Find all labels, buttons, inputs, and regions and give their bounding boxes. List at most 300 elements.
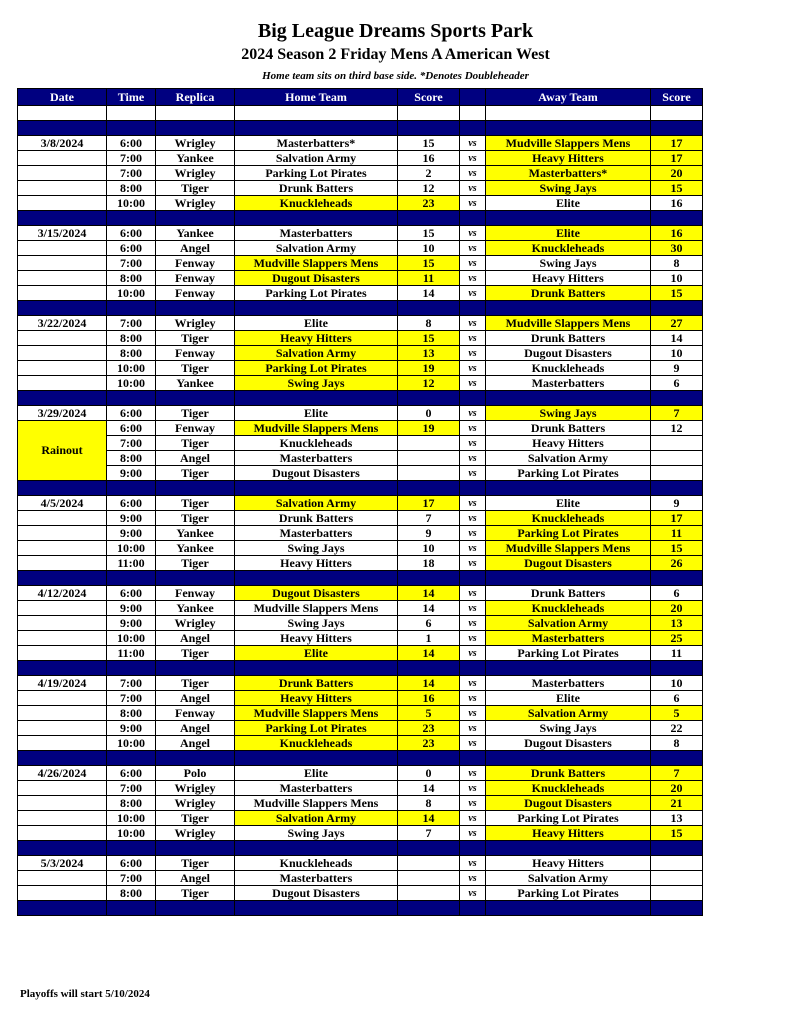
separator-row	[18, 121, 703, 136]
column-header: Away Team	[486, 89, 651, 106]
home-team-cell: Dugout Disasters	[235, 886, 398, 901]
table-row	[18, 766, 703, 781]
replica-cell: Tiger	[156, 361, 235, 376]
away-team-cell: Heavy Hitters	[486, 826, 651, 841]
home-team-cell: Masterbatters	[235, 871, 398, 886]
date-cell	[18, 541, 107, 556]
home-team-cell: Drunk Batters	[235, 181, 398, 196]
table-row	[18, 436, 703, 451]
home-score-cell: 17	[398, 496, 460, 511]
table-row	[18, 316, 703, 331]
separator-cell	[107, 901, 156, 916]
home-score-cell: 16	[398, 151, 460, 166]
separator-cell	[460, 661, 486, 676]
table-row	[18, 331, 703, 346]
separator-cell	[651, 751, 703, 766]
date-cell	[18, 511, 107, 526]
home-score-cell: 1	[398, 631, 460, 646]
separator-cell	[398, 901, 460, 916]
time-cell: 10:00	[107, 811, 156, 826]
separator-cell	[398, 751, 460, 766]
home-team-cell: Salvation Army	[235, 241, 398, 256]
home-team-cell: Swing Jays	[235, 541, 398, 556]
away-team-cell: Elite	[486, 226, 651, 241]
home-team-cell: Parking Lot Pirates	[235, 166, 398, 181]
home-score-cell: 7	[398, 826, 460, 841]
vs-cell: vs	[460, 691, 486, 706]
date-cell	[18, 631, 107, 646]
separator-cell	[235, 571, 398, 586]
replica-cell: Wrigley	[156, 166, 235, 181]
home-score-cell: 15	[398, 256, 460, 271]
replica-cell: Tiger	[156, 856, 235, 871]
away-team-cell: Parking Lot Pirates	[486, 646, 651, 661]
separator-cell	[460, 751, 486, 766]
away-team-cell: Mudville Slappers Mens	[486, 541, 651, 556]
replica-cell: Wrigley	[156, 316, 235, 331]
separator-cell	[156, 901, 235, 916]
table-row	[18, 526, 703, 541]
time-cell: 9:00	[107, 601, 156, 616]
vs-cell: vs	[460, 466, 486, 481]
table-row	[18, 451, 703, 466]
time-cell: 8:00	[107, 796, 156, 811]
away-team-cell: Dugout Disasters	[486, 556, 651, 571]
date-cell: 4/12/2024	[18, 586, 107, 601]
separator-cell	[651, 391, 703, 406]
away-score-cell: 16	[651, 196, 703, 211]
separator-cell	[156, 841, 235, 856]
time-cell: 10:00	[107, 826, 156, 841]
time-cell: 7:00	[107, 436, 156, 451]
table-row	[18, 361, 703, 376]
replica-cell: Fenway	[156, 421, 235, 436]
table-header-row	[18, 89, 703, 106]
separator-row	[18, 481, 703, 496]
away-score-cell: 10	[651, 271, 703, 286]
home-score-cell: 15	[398, 136, 460, 151]
table-row	[18, 706, 703, 721]
rainout-label: Rainout	[18, 421, 107, 481]
table-row	[18, 241, 703, 256]
vs-cell: vs	[460, 526, 486, 541]
home-team-cell: Mudville Slappers Mens	[235, 796, 398, 811]
separator-cell	[460, 481, 486, 496]
home-score-cell: 14	[398, 286, 460, 301]
home-score-cell: 5	[398, 706, 460, 721]
home-score-cell: 10	[398, 241, 460, 256]
separator-cell	[460, 391, 486, 406]
table-row	[18, 601, 703, 616]
replica-cell: Angel	[156, 871, 235, 886]
table-row	[18, 271, 703, 286]
replica-cell: Tiger	[156, 496, 235, 511]
replica-cell: Yankee	[156, 376, 235, 391]
home-score-cell: 14	[398, 811, 460, 826]
separator-cell	[18, 481, 107, 496]
time-cell: 9:00	[107, 616, 156, 631]
page-subtitle: 2024 Season 2 Friday Mens A American West	[241, 46, 550, 63]
separator-cell	[460, 211, 486, 226]
blank-cell	[156, 106, 235, 121]
separator-cell	[156, 481, 235, 496]
replica-cell: Angel	[156, 631, 235, 646]
separator-cell	[460, 841, 486, 856]
separator-row	[18, 901, 703, 916]
away-team-cell: Swing Jays	[486, 181, 651, 196]
separator-cell	[398, 481, 460, 496]
separator-row	[18, 301, 703, 316]
separator-cell	[398, 121, 460, 136]
home-team-cell: Heavy Hitters	[235, 331, 398, 346]
vs-cell: vs	[460, 811, 486, 826]
table-row	[18, 286, 703, 301]
table-row	[18, 886, 703, 901]
away-score-cell: 6	[651, 691, 703, 706]
home-score-cell: 14	[398, 781, 460, 796]
page-note: Home team sits on third base side. *Denotes Doubleheader	[262, 70, 529, 82]
separator-cell	[107, 571, 156, 586]
away-score-cell	[651, 436, 703, 451]
vs-cell: vs	[460, 286, 486, 301]
separator-cell	[486, 391, 651, 406]
date-cell	[18, 616, 107, 631]
away-score-cell: 15	[651, 286, 703, 301]
table-row	[18, 181, 703, 196]
replica-cell: Fenway	[156, 346, 235, 361]
vs-cell: vs	[460, 646, 486, 661]
page-title: Big League Dreams Sports Park	[257, 20, 534, 42]
separator-cell	[486, 661, 651, 676]
away-team-cell: Knuckleheads	[486, 241, 651, 256]
home-score-cell: 14	[398, 586, 460, 601]
home-team-cell: Dugout Disasters	[235, 586, 398, 601]
time-cell: 6:00	[107, 421, 156, 436]
time-cell: 8:00	[107, 706, 156, 721]
time-cell: 11:00	[107, 556, 156, 571]
home-team-cell: Salvation Army	[235, 811, 398, 826]
home-score-cell: 23	[398, 196, 460, 211]
away-team-cell: Knuckleheads	[486, 781, 651, 796]
blank-cell	[18, 106, 107, 121]
separator-cell	[156, 301, 235, 316]
separator-cell	[460, 301, 486, 316]
date-cell: 3/15/2024	[18, 226, 107, 241]
away-team-cell: Drunk Batters	[486, 586, 651, 601]
home-team-cell: Masterbatters	[235, 451, 398, 466]
table-row	[18, 811, 703, 826]
separator-cell	[235, 751, 398, 766]
replica-cell: Angel	[156, 241, 235, 256]
separator-cell	[235, 841, 398, 856]
separator-cell	[107, 301, 156, 316]
separator-cell	[651, 841, 703, 856]
vs-cell: vs	[460, 256, 486, 271]
away-score-cell: 9	[651, 361, 703, 376]
separator-cell	[651, 301, 703, 316]
vs-cell: vs	[460, 886, 486, 901]
away-team-cell: Heavy Hitters	[486, 856, 651, 871]
away-score-cell	[651, 856, 703, 871]
vs-cell: vs	[460, 181, 486, 196]
table-row	[18, 736, 703, 751]
separator-cell	[235, 121, 398, 136]
table-row	[18, 616, 703, 631]
date-cell: 5/3/2024	[18, 856, 107, 871]
vs-cell: vs	[460, 541, 486, 556]
home-team-cell: Dugout Disasters	[235, 466, 398, 481]
away-team-cell: Masterbatters	[486, 376, 651, 391]
separator-cell	[107, 211, 156, 226]
table-row	[18, 421, 703, 436]
home-team-cell: Knuckleheads	[235, 856, 398, 871]
away-team-cell: Masterbatters*	[486, 166, 651, 181]
separator-cell	[18, 571, 107, 586]
blank-cell	[486, 106, 651, 121]
time-cell: 8:00	[107, 271, 156, 286]
replica-cell: Angel	[156, 691, 235, 706]
replica-cell: Tiger	[156, 676, 235, 691]
home-score-cell: 23	[398, 721, 460, 736]
column-header: Score	[651, 89, 703, 106]
home-team-cell: Masterbatters	[235, 526, 398, 541]
vs-cell: vs	[460, 601, 486, 616]
time-cell: 9:00	[107, 526, 156, 541]
separator-cell	[398, 841, 460, 856]
home-score-cell: 18	[398, 556, 460, 571]
away-score-cell	[651, 466, 703, 481]
vs-cell: vs	[460, 586, 486, 601]
home-score-cell: 9	[398, 526, 460, 541]
date-cell	[18, 346, 107, 361]
away-team-cell: Swing Jays	[486, 721, 651, 736]
away-score-cell: 30	[651, 241, 703, 256]
away-score-cell	[651, 886, 703, 901]
replica-cell: Fenway	[156, 706, 235, 721]
away-score-cell	[651, 451, 703, 466]
away-team-cell: Salvation Army	[486, 616, 651, 631]
away-score-cell: 22	[651, 721, 703, 736]
vs-cell: vs	[460, 136, 486, 151]
separator-cell	[486, 751, 651, 766]
replica-cell: Tiger	[156, 406, 235, 421]
away-team-cell: Salvation Army	[486, 871, 651, 886]
time-cell: 6:00	[107, 856, 156, 871]
time-cell: 10:00	[107, 376, 156, 391]
away-score-cell: 7	[651, 766, 703, 781]
table-row	[18, 466, 703, 481]
vs-cell: vs	[460, 781, 486, 796]
time-cell: 10:00	[107, 361, 156, 376]
date-cell	[18, 826, 107, 841]
home-team-cell: Masterbatters*	[235, 136, 398, 151]
replica-cell: Yankee	[156, 151, 235, 166]
blank-cell	[235, 106, 398, 121]
home-score-cell: 14	[398, 676, 460, 691]
separator-row	[18, 391, 703, 406]
column-header: Replica	[156, 89, 235, 106]
table-row	[18, 871, 703, 886]
away-score-cell: 11	[651, 526, 703, 541]
table-row	[18, 406, 703, 421]
date-cell	[18, 376, 107, 391]
schedule-body	[18, 106, 703, 916]
vs-cell: vs	[460, 511, 486, 526]
time-cell: 6:00	[107, 586, 156, 601]
away-score-cell: 15	[651, 826, 703, 841]
column-header: Home Team	[235, 89, 398, 106]
vs-cell: vs	[460, 451, 486, 466]
separator-cell	[651, 121, 703, 136]
away-team-cell: Parking Lot Pirates	[486, 886, 651, 901]
home-score-cell: 6	[398, 616, 460, 631]
replica-cell: Yankee	[156, 601, 235, 616]
separator-cell	[156, 661, 235, 676]
home-team-cell: Elite	[235, 406, 398, 421]
replica-cell: Wrigley	[156, 616, 235, 631]
table-row	[18, 496, 703, 511]
time-cell: 7:00	[107, 316, 156, 331]
home-score-cell: 8	[398, 796, 460, 811]
away-team-cell: Mudville Slappers Mens	[486, 316, 651, 331]
date-cell	[18, 796, 107, 811]
date-cell: 4/5/2024	[18, 496, 107, 511]
home-team-cell: Elite	[235, 646, 398, 661]
separator-cell	[398, 301, 460, 316]
vs-cell: vs	[460, 151, 486, 166]
separator-cell	[107, 841, 156, 856]
away-team-cell: Parking Lot Pirates	[486, 811, 651, 826]
away-score-cell: 26	[651, 556, 703, 571]
vs-cell: vs	[460, 556, 486, 571]
time-cell: 6:00	[107, 136, 156, 151]
separator-cell	[156, 121, 235, 136]
replica-cell: Polo	[156, 766, 235, 781]
date-cell	[18, 151, 107, 166]
home-score-cell	[398, 871, 460, 886]
home-team-cell: Drunk Batters	[235, 676, 398, 691]
vs-cell: vs	[460, 166, 486, 181]
blank-cell	[460, 106, 486, 121]
separator-cell	[398, 391, 460, 406]
time-cell: 6:00	[107, 226, 156, 241]
time-cell: 10:00	[107, 631, 156, 646]
away-team-cell: Dugout Disasters	[486, 736, 651, 751]
home-score-cell: 19	[398, 421, 460, 436]
footer-note: Playoffs will start 5/10/2024	[20, 988, 150, 1000]
date-cell	[18, 286, 107, 301]
time-cell: 8:00	[107, 451, 156, 466]
away-team-cell: Dugout Disasters	[486, 796, 651, 811]
replica-cell: Tiger	[156, 466, 235, 481]
vs-cell: vs	[460, 316, 486, 331]
away-team-cell: Knuckleheads	[486, 601, 651, 616]
separator-cell	[651, 901, 703, 916]
home-team-cell: Heavy Hitters	[235, 556, 398, 571]
away-team-cell: Masterbatters	[486, 676, 651, 691]
time-cell: 8:00	[107, 181, 156, 196]
separator-cell	[18, 301, 107, 316]
home-team-cell: Knuckleheads	[235, 196, 398, 211]
away-score-cell: 20	[651, 781, 703, 796]
home-score-cell: 2	[398, 166, 460, 181]
away-score-cell: 21	[651, 796, 703, 811]
table-row	[18, 196, 703, 211]
replica-cell: Tiger	[156, 181, 235, 196]
table-row	[18, 691, 703, 706]
replica-cell: Fenway	[156, 271, 235, 286]
home-team-cell: Salvation Army	[235, 496, 398, 511]
home-team-cell: Mudville Slappers Mens	[235, 256, 398, 271]
replica-cell: Fenway	[156, 286, 235, 301]
away-team-cell: Parking Lot Pirates	[486, 526, 651, 541]
replica-cell: Wrigley	[156, 796, 235, 811]
home-score-cell	[398, 451, 460, 466]
date-cell: 4/19/2024	[18, 676, 107, 691]
date-cell	[18, 706, 107, 721]
time-cell: 7:00	[107, 166, 156, 181]
away-team-cell: Dugout Disasters	[486, 346, 651, 361]
home-score-cell	[398, 886, 460, 901]
separator-cell	[18, 901, 107, 916]
away-score-cell: 20	[651, 166, 703, 181]
away-score-cell: 10	[651, 676, 703, 691]
home-score-cell	[398, 466, 460, 481]
replica-cell: Wrigley	[156, 781, 235, 796]
replica-cell: Fenway	[156, 256, 235, 271]
separator-cell	[398, 571, 460, 586]
time-cell: 6:00	[107, 241, 156, 256]
home-score-cell: 8	[398, 316, 460, 331]
time-cell: 8:00	[107, 331, 156, 346]
away-score-cell: 20	[651, 601, 703, 616]
separator-row	[18, 571, 703, 586]
home-team-cell: Elite	[235, 766, 398, 781]
home-team-cell: Knuckleheads	[235, 736, 398, 751]
away-score-cell: 27	[651, 316, 703, 331]
home-score-cell: 14	[398, 646, 460, 661]
away-team-cell: Mudville Slappers Mens	[486, 136, 651, 151]
replica-cell: Tiger	[156, 646, 235, 661]
table-row	[18, 376, 703, 391]
away-score-cell: 6	[651, 586, 703, 601]
separator-cell	[651, 481, 703, 496]
vs-cell: vs	[460, 736, 486, 751]
time-cell: 9:00	[107, 511, 156, 526]
away-team-cell: Heavy Hitters	[486, 436, 651, 451]
separator-row	[18, 841, 703, 856]
date-cell	[18, 241, 107, 256]
replica-cell: Angel	[156, 736, 235, 751]
vs-cell: vs	[460, 706, 486, 721]
table-row	[18, 586, 703, 601]
away-team-cell: Knuckleheads	[486, 361, 651, 376]
date-cell: 3/29/2024	[18, 406, 107, 421]
separator-cell	[156, 571, 235, 586]
date-cell	[18, 361, 107, 376]
vs-cell: vs	[460, 346, 486, 361]
replica-cell: Tiger	[156, 331, 235, 346]
separator-cell	[107, 751, 156, 766]
table-row	[18, 346, 703, 361]
away-team-cell: Swing Jays	[486, 406, 651, 421]
date-cell	[18, 886, 107, 901]
vs-cell: vs	[460, 676, 486, 691]
time-cell: 7:00	[107, 691, 156, 706]
vs-cell: vs	[460, 436, 486, 451]
replica-cell: Yankee	[156, 226, 235, 241]
home-team-cell: Swing Jays	[235, 616, 398, 631]
